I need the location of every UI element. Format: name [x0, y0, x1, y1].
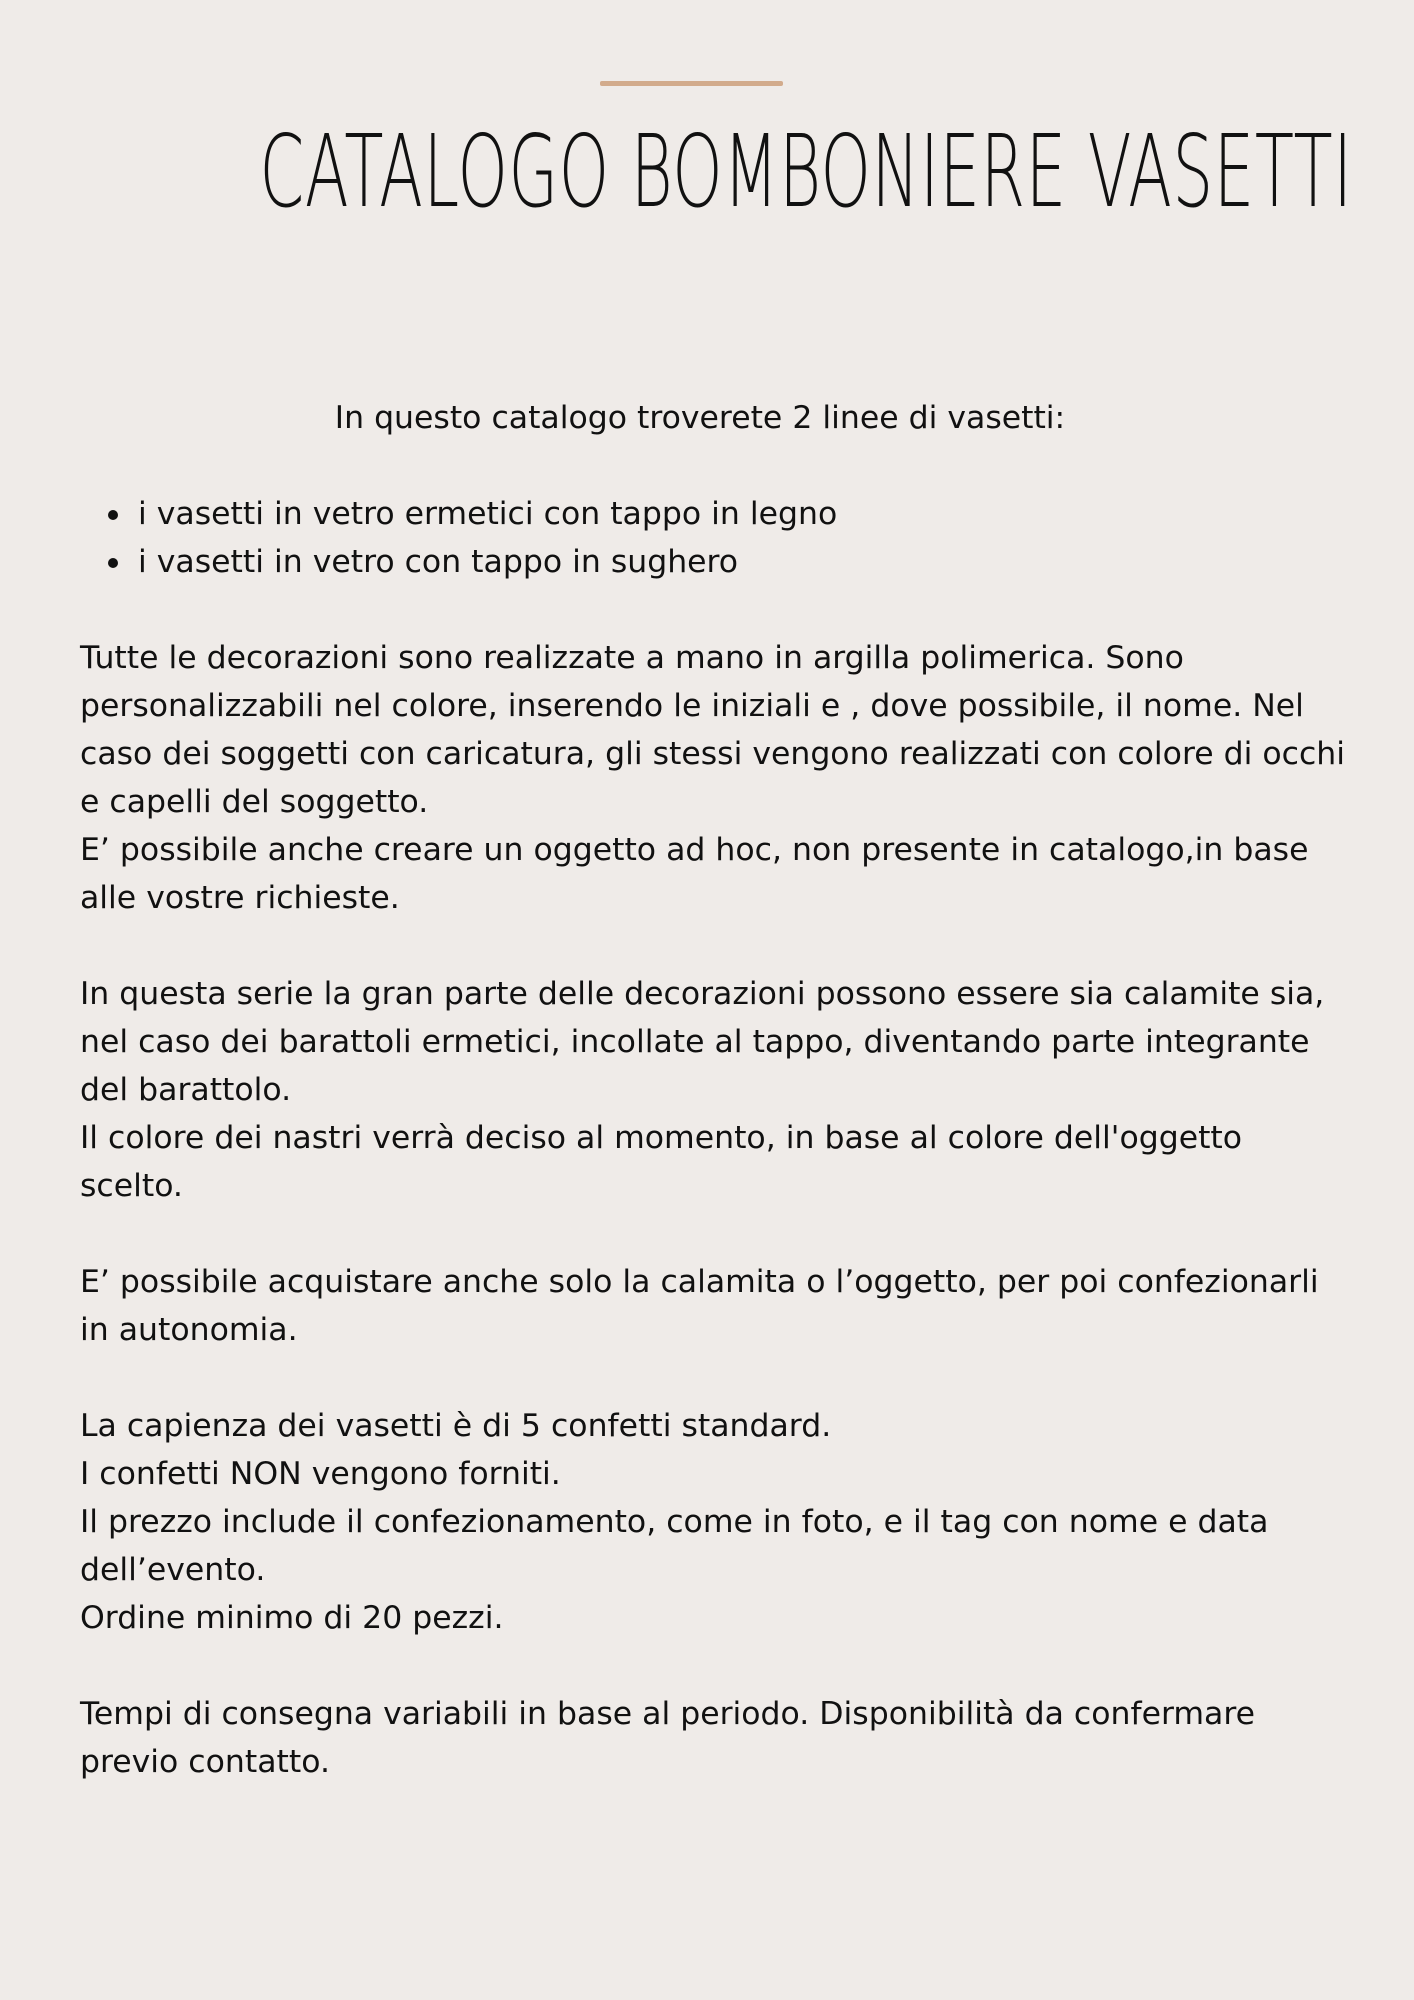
series-paragraph: In questa serie la gran parte delle decorazioni possono essere sia calamite sia, nel caso dei barattoli ermetici, incollate al tappo, diventando parte integrante del barattolo. — [80, 976, 1325, 1108]
decorations-paragraph: Tutte le decorazioni sono realizzate a mano in argilla polimerica. Sono personalizzabili nel colore, inserendo le iniziali e , dove possibile, il nome. Nel caso dei soggetti con caricatura, gli stessi vengono realizzati con colore di occhi e capelli del soggetto. — [80, 640, 1345, 820]
ribbon-color-paragraph: Il colore dei nastri verrà deciso al momento, in base al colore dell'oggetto scelto. — [80, 1120, 1243, 1204]
product-lines-list — [80, 490, 1350, 586]
intro-text: In questo catalogo troverete 2 linee di vasetti: — [334, 400, 1066, 436]
purchase-paragraph: E’ possibile acquistare anche solo la calamita o l’oggetto, per poi confezionarli in autonomia. — [80, 1264, 1319, 1348]
title-accent-line — [600, 81, 783, 86]
list-item: i vasetti in vetro ermetici con tappo in legno — [80, 490, 1350, 538]
list-item: i vasetti in vetro con tappo in sughero — [80, 538, 1350, 586]
catalog-description — [80, 394, 1350, 1786]
capacity-line: La capienza dei vasetti è di 5 confetti standard. — [80, 1408, 832, 1444]
custom-object-paragraph: E’ possibile anche creare un oggetto ad hoc, non presente in catalogo,in base alle vostre richieste. — [80, 832, 1309, 916]
page-title: CATALOGO BOMBONIERE VASETTI — [259, 113, 1353, 230]
minimum-order-line: Ordine minimo di 20 pezzi. — [80, 1600, 504, 1636]
price-line: Il prezzo include il confezionamento, come in foto, e il tag con nome e data dell’evento. — [80, 1504, 1269, 1588]
delivery-paragraph: Tempi di consegna variabili in base al periodo. Disponibilità da confermare previo contatto. — [80, 1696, 1255, 1780]
confetti-line: I confetti NON vengono forniti. — [80, 1456, 561, 1492]
